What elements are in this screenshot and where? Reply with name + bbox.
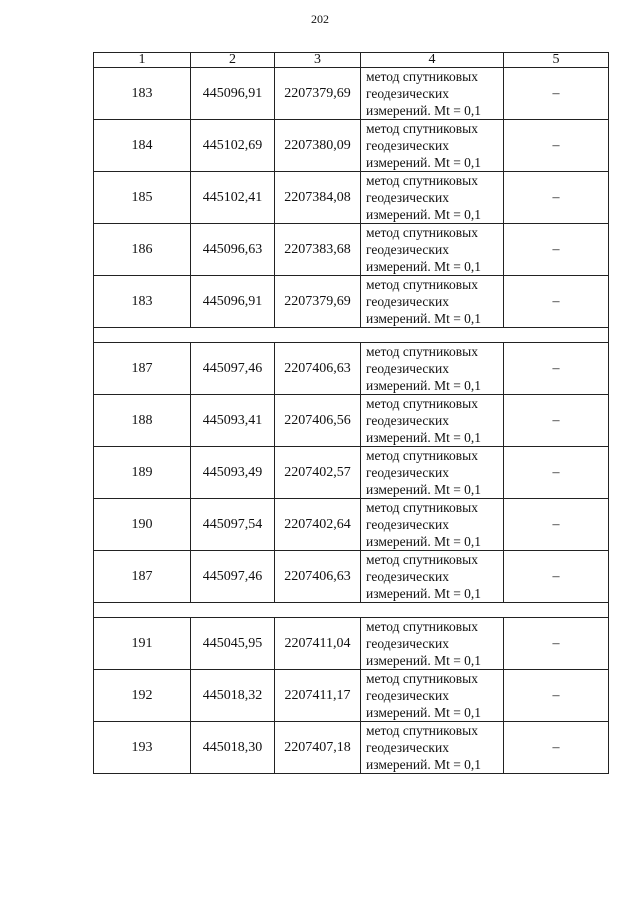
- group-separator-cell: [94, 603, 609, 618]
- x-coordinate-cell: 445045,95: [191, 618, 275, 670]
- point-number-cell: 183: [94, 276, 191, 328]
- method-text-line3: измерений. Mt = 0,1: [366, 586, 482, 601]
- y-coordinate-cell: 2207384,08: [275, 172, 361, 224]
- table-row: [94, 224, 609, 276]
- method-cell: [361, 120, 504, 172]
- point-number-cell: 187: [94, 551, 191, 603]
- accuracy-cell: –: [504, 551, 609, 603]
- y-coordinate-cell: 2207407,18: [275, 722, 361, 774]
- header-col-1: 1: [94, 53, 191, 68]
- method-text-line1: метод спутниковых: [366, 671, 478, 686]
- x-coordinate-cell: 445096,63: [191, 224, 275, 276]
- method-text-line2: геодезических: [366, 688, 449, 703]
- table-row: [94, 618, 609, 670]
- point-number-cell: 190: [94, 499, 191, 551]
- table-row: [94, 172, 609, 224]
- table-row: [94, 276, 609, 328]
- point-number-cell: 188: [94, 395, 191, 447]
- y-coordinate-cell: 2207406,56: [275, 395, 361, 447]
- method-text-line2: геодезических: [366, 294, 449, 309]
- method-text-line1: метод спутниковых: [366, 619, 478, 634]
- table-row: [94, 499, 609, 551]
- method-text-line1: метод спутниковых: [366, 500, 478, 515]
- method-cell: [361, 395, 504, 447]
- page-number: 202: [311, 12, 329, 26]
- method-text-line3: измерений. Mt = 0,1: [366, 311, 482, 326]
- method-cell: [361, 68, 504, 120]
- accuracy-cell: –: [504, 618, 609, 670]
- method-cell: [361, 224, 504, 276]
- header-row: [94, 53, 609, 68]
- method-text-line3: измерений. Mt = 0,1: [366, 757, 482, 772]
- accuracy-cell: –: [504, 670, 609, 722]
- method-cell: [361, 343, 504, 395]
- x-coordinate-cell: 445097,54: [191, 499, 275, 551]
- accuracy-cell: –: [504, 276, 609, 328]
- point-number-cell: 183: [94, 68, 191, 120]
- method-cell: [361, 551, 504, 603]
- accuracy-cell: –: [504, 499, 609, 551]
- method-text-line3: измерений. Mt = 0,1: [366, 103, 482, 118]
- table-row: [94, 447, 609, 499]
- method-cell: [361, 618, 504, 670]
- accuracy-cell: –: [504, 172, 609, 224]
- method-text-line3: измерений. Mt = 0,1: [366, 207, 482, 222]
- x-coordinate-cell: 445018,32: [191, 670, 275, 722]
- group-separator-row: [94, 328, 609, 343]
- method-cell: [361, 722, 504, 774]
- header-col-3: 3: [275, 53, 361, 68]
- method-text-line2: геодезических: [366, 86, 449, 101]
- method-cell: [361, 499, 504, 551]
- method-text-line3: измерений. Mt = 0,1: [366, 155, 482, 170]
- x-coordinate-cell: 445102,69: [191, 120, 275, 172]
- x-coordinate-cell: 445097,46: [191, 343, 275, 395]
- accuracy-cell: –: [504, 224, 609, 276]
- table-body: [94, 53, 609, 774]
- method-cell: [361, 276, 504, 328]
- method-text-line2: геодезических: [366, 138, 449, 153]
- table-row: [94, 670, 609, 722]
- method-text-line3: измерений. Mt = 0,1: [366, 653, 482, 668]
- method-text-line3: измерений. Mt = 0,1: [366, 534, 482, 549]
- accuracy-cell: –: [504, 722, 609, 774]
- y-coordinate-cell: 2207406,63: [275, 551, 361, 603]
- method-text-line1: метод спутниковых: [366, 344, 478, 359]
- x-coordinate-cell: 445096,91: [191, 68, 275, 120]
- method-text-line2: геодезических: [366, 569, 449, 584]
- y-coordinate-cell: 2207411,04: [275, 618, 361, 670]
- x-coordinate-cell: 445096,91: [191, 276, 275, 328]
- point-number-cell: 185: [94, 172, 191, 224]
- x-coordinate-cell: 445102,41: [191, 172, 275, 224]
- method-text-line1: метод спутниковых: [366, 121, 478, 136]
- method-text-line2: геодезических: [366, 242, 449, 257]
- y-coordinate-cell: 2207402,57: [275, 447, 361, 499]
- table-row: [94, 551, 609, 603]
- method-cell: [361, 172, 504, 224]
- method-text-line1: метод спутниковых: [366, 225, 478, 240]
- method-text-line3: измерений. Mt = 0,1: [366, 378, 482, 393]
- table-row: [94, 343, 609, 395]
- method-text-line3: измерений. Mt = 0,1: [366, 482, 482, 497]
- method-text-line1: метод спутниковых: [366, 552, 478, 567]
- header-col-2: 2: [191, 53, 275, 68]
- accuracy-cell: –: [504, 447, 609, 499]
- method-text-line3: измерений. Mt = 0,1: [366, 705, 482, 720]
- x-coordinate-cell: 445093,41: [191, 395, 275, 447]
- header-col-5: 5: [504, 53, 609, 68]
- accuracy-cell: –: [504, 68, 609, 120]
- table-row: [94, 120, 609, 172]
- method-text-line2: геодезических: [366, 517, 449, 532]
- x-coordinate-cell: 445093,49: [191, 447, 275, 499]
- method-text-line1: метод спутниковых: [366, 448, 478, 463]
- y-coordinate-cell: 2207379,69: [275, 276, 361, 328]
- method-text-line2: геодезических: [366, 190, 449, 205]
- y-coordinate-cell: 2207383,68: [275, 224, 361, 276]
- x-coordinate-cell: 445097,46: [191, 551, 275, 603]
- point-number-cell: 186: [94, 224, 191, 276]
- point-number-cell: 191: [94, 618, 191, 670]
- group-separator-row: [94, 603, 609, 618]
- method-text-line1: метод спутниковых: [366, 396, 478, 411]
- point-number-cell: 189: [94, 447, 191, 499]
- table-row: [94, 722, 609, 774]
- x-coordinate-cell: 445018,30: [191, 722, 275, 774]
- point-number-cell: 192: [94, 670, 191, 722]
- table-row: [94, 395, 609, 447]
- method-text-line1: метод спутниковых: [366, 69, 478, 84]
- y-coordinate-cell: 2207379,69: [275, 68, 361, 120]
- method-text-line3: измерений. Mt = 0,1: [366, 430, 482, 445]
- group-separator-cell: [94, 328, 609, 343]
- point-number-cell: 193: [94, 722, 191, 774]
- method-text-line2: геодезических: [366, 413, 449, 428]
- method-text-line3: измерений. Mt = 0,1: [366, 259, 482, 274]
- method-text-line1: метод спутниковых: [366, 723, 478, 738]
- y-coordinate-cell: 2207411,17: [275, 670, 361, 722]
- header-col-4: 4: [361, 53, 504, 68]
- y-coordinate-cell: 2207402,64: [275, 499, 361, 551]
- point-number-cell: 184: [94, 120, 191, 172]
- accuracy-cell: –: [504, 395, 609, 447]
- table-row: [94, 68, 609, 120]
- accuracy-cell: –: [504, 343, 609, 395]
- y-coordinate-cell: 2207406,63: [275, 343, 361, 395]
- method-cell: [361, 447, 504, 499]
- method-text-line2: геодезических: [366, 465, 449, 480]
- method-text-line2: геодезических: [366, 740, 449, 755]
- accuracy-cell: –: [504, 120, 609, 172]
- method-cell: [361, 670, 504, 722]
- method-text-line1: метод спутниковых: [366, 277, 478, 292]
- method-text-line1: метод спутниковых: [366, 173, 478, 188]
- y-coordinate-cell: 2207380,09: [275, 120, 361, 172]
- method-text-line2: геодезических: [366, 636, 449, 651]
- method-text-line2: геодезических: [366, 361, 449, 376]
- point-number-cell: 187: [94, 343, 191, 395]
- coordinates-table: [93, 52, 609, 774]
